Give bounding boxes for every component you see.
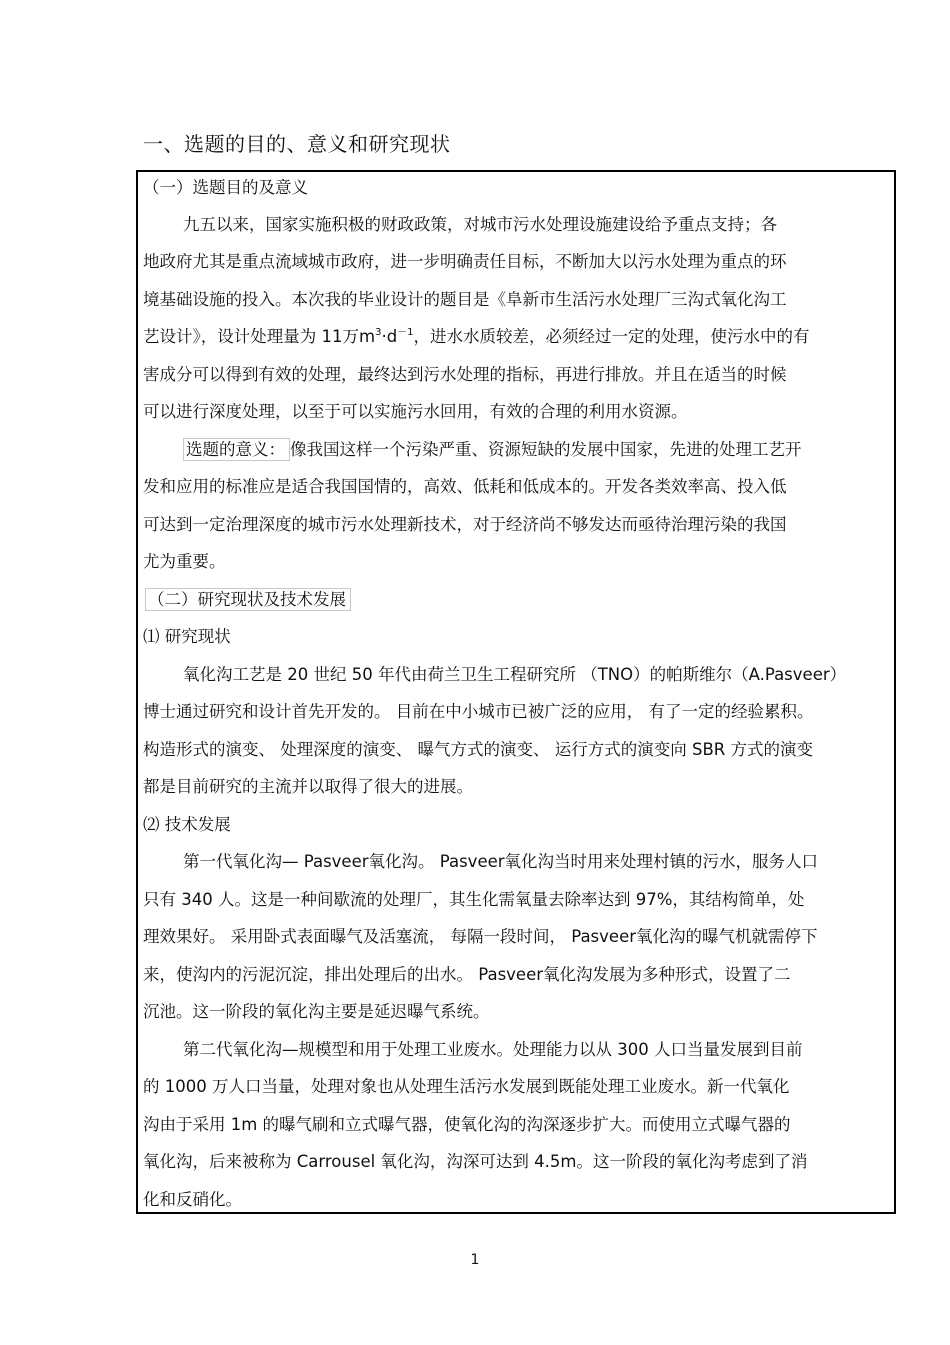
- para3-line-2: 博士通过研究和设计首先开发的。 目前在中小城市已被广泛的应用， 有了一定的经验累积。: [143, 702, 814, 721]
- para2-line-1-text: 像我国这样一个污染严重、资源短缺的发展中国家，先进的处理工艺开: [290, 440, 802, 459]
- para1-line-1: 九五以来，国家实施积极的财政政策，对城市污水处理设施建设给予重点支持；各: [183, 215, 777, 234]
- sub1-heading: （一）选题目的及意义: [143, 178, 308, 197]
- para1-line-4-a: 艺设计》，设计处理量为 11万m: [143, 327, 376, 346]
- para3-line-3: 构造形式的演变、 处理深度的演变、 曝气方式的演变、 运行方式的演变向 SBR 方式的演变: [143, 740, 813, 759]
- sub2-heading: [145, 589, 351, 611]
- para3-line-1: 氧化沟工艺是 20 世纪 50 年代由荷兰卫生工程研究所 （TNO）的帕斯维尔（A.Pasveer）: [183, 665, 847, 684]
- item1-heading: ⑴ 研究现状: [143, 627, 231, 646]
- para3-line-4: 都是目前研究的主流并以取得了很大的进展。: [143, 777, 473, 796]
- sub2-heading-text: （二）研究现状及技术发展: [145, 588, 351, 611]
- para5-line-3: 沟由于采用 1m 的曝气刷和立式曝气器，使氧化沟的沟深逐步扩大。而使用立式曝气器的: [143, 1115, 791, 1134]
- para2-line-4: 尤为重要。: [143, 552, 226, 571]
- para1-line-4: [143, 326, 810, 348]
- para4-line-4: 来，使沟内的污泥沉淀，排出处理后的出水。 Pasveer氧化沟发展为多种形式，设置了二: [143, 965, 791, 984]
- para1-line-5: 害成分可以得到有效的处理，最终达到污水处理的指标，再进行排放。并且在适当的时候: [143, 365, 787, 384]
- para1-line-6: 可以进行深度处理，以至于可以实施污水回用，有效的合理的利用水资源。: [143, 402, 688, 421]
- para5-line-4: 氧化沟，后来被称为 Carrousel 氧化沟，沟深可达到 4.5m。这一阶段的氧化沟考虑到了消: [143, 1152, 808, 1171]
- para2-line-3: 可达到一定治理深度的城市污水处理新技术，对于经济尚不够发达而亟待治理污染的我国: [143, 515, 787, 534]
- section-title: 一、选题的目的、意义和研究现状: [143, 132, 451, 156]
- para5-line-5: 化和反硝化。: [143, 1190, 242, 1209]
- para4-line-1: 第一代氧化沟— Pasveer氧化沟。 Pasveer氧化沟当时用来处理村镇的污水，服务人口: [183, 852, 819, 871]
- para2-line-1: [183, 439, 802, 461]
- para2-line-2: 发和应用的标准应是适合我国国情的，高效、低耗和低成本的。开发各类效率高、投入低: [143, 477, 787, 496]
- superscript-minus-1: －1: [397, 326, 414, 338]
- para1-line-3: 境基础设施的投入。本次我的毕业设计的题目是《阜新市生活污水处理厂三沟式氧化沟工: [143, 290, 787, 309]
- para4-line-2: 只有 340 人。这是一种间歇流的处理厂，其生化需氧量去除率达到 97%，其结构简单，处: [143, 890, 805, 909]
- para1-line-4-b: ，进水水质较差，必须经过一定的处理，使污水中的有: [413, 327, 810, 346]
- para4-line-5: 沉池。这一阶段的氧化沟主要是延迟曝气系统。: [143, 1002, 490, 1021]
- item2-heading: ⑵ 技术发展: [143, 815, 231, 834]
- para5-line-2: 的 1000 万人口当量，处理对象也从处理生活污水发展到既能处理工业废水。新一代氧化: [143, 1077, 790, 1096]
- unit-d: ·d: [381, 327, 398, 346]
- page-number: 1: [470, 1252, 480, 1268]
- superscript-3: 3: [375, 326, 382, 338]
- para4-line-3: 理效果好。 采用卧式表面曝气及活塞流， 每隔一段时间， Pasveer氧化沟的曝气机就需停下: [143, 927, 818, 946]
- para1-line-2: 地政府尤其是重点流域城市政府，进一步明确责任目标，不断加大以污水处理为重点的环: [143, 252, 787, 271]
- para2-label: 选题的意义：: [183, 438, 290, 461]
- para5-line-1: 第二代氧化沟—规模型和用于处理工业废水。处理能力以从 300 人口当量发展到目前: [183, 1040, 803, 1059]
